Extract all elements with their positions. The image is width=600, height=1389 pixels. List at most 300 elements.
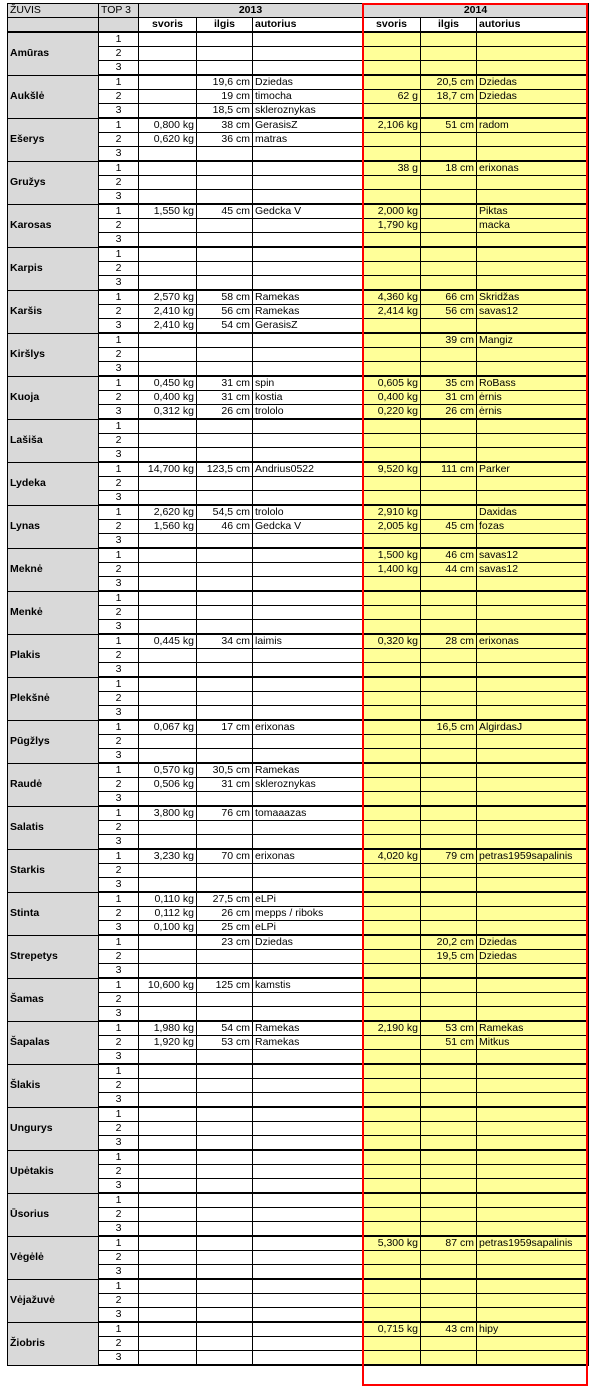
length-2014-cell: 28 cm (421, 634, 477, 649)
weight-2014-cell (363, 1122, 421, 1136)
weight-2013-cell (139, 176, 197, 190)
fish-name-cell: Ešerys (8, 118, 99, 161)
fish-name-cell: Lynas (8, 505, 99, 548)
length-2013-cell (197, 692, 253, 706)
length-2014-cell (421, 147, 477, 162)
length-2013-cell (197, 176, 253, 190)
rank-cell: 1 (99, 591, 139, 606)
author-2013-cell (253, 1079, 363, 1093)
rank-cell: 3 (99, 1179, 139, 1194)
weight-2013-cell (139, 663, 197, 678)
author-2013-cell: eLPi (253, 921, 363, 936)
table-row (8, 892, 589, 907)
weight-2014-cell (363, 1193, 421, 1208)
length-2013-cell (197, 32, 253, 47)
table-row (8, 763, 589, 778)
table-row (8, 75, 589, 90)
length-2014-cell (421, 1079, 477, 1093)
author-2013-cell (253, 563, 363, 577)
length-2013-cell: 27,5 cm (197, 892, 253, 907)
length-2013-cell (197, 1322, 253, 1337)
weight-2014-cell (363, 247, 421, 262)
rank-cell: 2 (99, 477, 139, 491)
author-2013-cell (253, 663, 363, 678)
weight-2013-cell (139, 161, 197, 176)
author-2013-cell (253, 1294, 363, 1308)
length-2014-cell (421, 190, 477, 205)
author-2014-cell (477, 692, 589, 706)
weight-2014-cell (363, 835, 421, 850)
author-2013-cell: Dziedas (253, 935, 363, 950)
author-2013-cell: spin (253, 376, 363, 391)
author-2013-cell: Ramekas (253, 305, 363, 319)
length-2013-cell (197, 1294, 253, 1308)
length-2014-cell: 87 cm (421, 1236, 477, 1251)
rank-cell: 1 (99, 161, 139, 176)
author-2014-cell: Parker (477, 462, 589, 477)
weight-2013-cell (139, 147, 197, 162)
length-2014-cell (421, 663, 477, 678)
length-2013-cell (197, 1150, 253, 1165)
table-row (8, 548, 589, 563)
rank-cell: 3 (99, 190, 139, 205)
length-2014-cell (421, 1222, 477, 1237)
rank-cell: 3 (99, 1136, 139, 1151)
length-2014-cell (421, 1050, 477, 1065)
author-2014-cell (477, 419, 589, 434)
length-2013-cell (197, 606, 253, 620)
length-2013-cell (197, 864, 253, 878)
weight-2013-cell (139, 649, 197, 663)
author-2014-cell (477, 1208, 589, 1222)
fish-name-cell: Aukšlė (8, 75, 99, 118)
author-2013-cell (253, 276, 363, 291)
length-2014-cell (421, 978, 477, 993)
author-2013-cell: erixonas (253, 720, 363, 735)
weight-2014-cell (363, 677, 421, 692)
weight-2014-cell: 4,020 kg (363, 849, 421, 864)
author-2013-cell (253, 1107, 363, 1122)
rank-cell: 2 (99, 434, 139, 448)
length-2013-cell (197, 1279, 253, 1294)
length-2014-cell (421, 591, 477, 606)
length-2013-cell (197, 233, 253, 248)
author-2014-cell: AlgirdasJ (477, 720, 589, 735)
weight-2014-cell (363, 1107, 421, 1122)
rank-cell: 1 (99, 763, 139, 778)
length-2013-cell: 17 cm (197, 720, 253, 735)
author-2013-cell (253, 1093, 363, 1108)
weight-2013-cell: 10,600 kg (139, 978, 197, 993)
fish-name-cell: Strepetys (8, 935, 99, 978)
weight-2013-cell (139, 749, 197, 764)
author-2013-cell (253, 176, 363, 190)
fish-name-cell: Amūras (8, 32, 99, 75)
weight-2013-cell (139, 333, 197, 348)
author-2014-cell: Mangiz (477, 333, 589, 348)
length-2014-cell (421, 176, 477, 190)
author-2013-cell (253, 1165, 363, 1179)
length-2014-cell (421, 1337, 477, 1351)
length-2014-cell (421, 892, 477, 907)
author-2013-cell (253, 61, 363, 76)
author-2014-cell (477, 749, 589, 764)
author-2013-cell: Dziedas (253, 75, 363, 90)
rank-cell: 3 (99, 1308, 139, 1323)
author-2013-cell (253, 161, 363, 176)
weight-2014-cell (363, 276, 421, 291)
length-2014-cell (421, 821, 477, 835)
author-2013-cell: Ramekas (253, 1036, 363, 1050)
length-2014-cell: 31 cm (421, 391, 477, 405)
weight-2013-cell: 0,620 kg (139, 133, 197, 147)
length-2013-cell (197, 749, 253, 764)
weight-2014-cell (363, 993, 421, 1007)
length-2014-cell (421, 204, 477, 219)
weight-2013-cell (139, 864, 197, 878)
table-row (8, 591, 589, 606)
weight-2013-cell: 0,570 kg (139, 763, 197, 778)
rank-cell: 2 (99, 649, 139, 663)
length-2013-cell: 76 cm (197, 806, 253, 821)
author-2014-cell: Skridžas (477, 290, 589, 305)
author-2014-cell (477, 1079, 589, 1093)
weight-2014-cell (363, 1265, 421, 1280)
table-row (8, 118, 589, 133)
length-2013-cell (197, 1265, 253, 1280)
table-row (8, 634, 589, 649)
author-2014-cell: petras1959sapalinis (477, 849, 589, 864)
weight-2014-cell: 9,520 kg (363, 462, 421, 477)
author-2013-cell (253, 534, 363, 549)
author-2013-cell: trololo (253, 505, 363, 520)
length-2014-cell (421, 878, 477, 893)
author-2013-cell (253, 348, 363, 362)
weight-2013-cell (139, 835, 197, 850)
length-2013-cell (197, 1007, 253, 1022)
fish-name-cell: Raudė (8, 763, 99, 806)
length-2013-cell (197, 993, 253, 1007)
weight-2014-cell (363, 892, 421, 907)
rank-cell: 3 (99, 878, 139, 893)
author-2013-cell (253, 706, 363, 721)
length-2013-cell (197, 649, 253, 663)
length-2014-cell: 18 cm (421, 161, 477, 176)
author-2013-cell (253, 864, 363, 878)
table-row (8, 720, 589, 735)
rank-cell: 3 (99, 61, 139, 76)
author-2014-cell: savas12 (477, 305, 589, 319)
rank-cell: 1 (99, 1021, 139, 1036)
rank-cell: 2 (99, 563, 139, 577)
weight-2014-cell (363, 1036, 421, 1050)
author-2013-cell (253, 591, 363, 606)
length-2013-cell (197, 419, 253, 434)
weight-2014-cell (363, 348, 421, 362)
weight-2014-cell (363, 720, 421, 735)
weight-2013-cell (139, 964, 197, 979)
author-2014-cell (477, 620, 589, 635)
weight-2014-cell (363, 419, 421, 434)
table-row (8, 1279, 589, 1294)
rank-cell: 1 (99, 978, 139, 993)
weight-2013-cell (139, 1064, 197, 1079)
author-2014-cell (477, 190, 589, 205)
author-2014-cell (477, 993, 589, 1007)
weight-2013-cell (139, 362, 197, 377)
author-2014-cell (477, 1050, 589, 1065)
length-2014-cell (421, 434, 477, 448)
weight-2014-cell (363, 935, 421, 950)
author-2013-cell (253, 1322, 363, 1337)
author-2013-cell (253, 32, 363, 47)
author-2013-cell: Ramekas (253, 1021, 363, 1036)
fish-column-header: ŽUVIS (8, 4, 99, 18)
author-2013-cell (253, 1050, 363, 1065)
weight-2014-cell: 2,005 kg (363, 520, 421, 534)
fish-name-cell: Plakis (8, 634, 99, 677)
weight-2014-cell (363, 663, 421, 678)
author-2013-cell: Andrius0522 (253, 462, 363, 477)
rank-cell: 1 (99, 1236, 139, 1251)
weight-2014-cell (363, 176, 421, 190)
weight-2013-cell (139, 1322, 197, 1337)
rank-cell: 3 (99, 448, 139, 463)
author-2014-cell: Ramekas (477, 1021, 589, 1036)
weight-2014-cell (363, 534, 421, 549)
weight-2014-cell: 38 g (363, 161, 421, 176)
length-2014-cell (421, 1122, 477, 1136)
table-row (8, 1021, 589, 1036)
length-2014-cell (421, 1150, 477, 1165)
length-2014-cell (421, 835, 477, 850)
author-2013-cell: skleroznykas (253, 104, 363, 119)
length-2014-cell (421, 348, 477, 362)
author-2014-cell (477, 1265, 589, 1280)
rank-cell: 3 (99, 362, 139, 377)
weight-2014-cell (363, 477, 421, 491)
rank-cell: 1 (99, 806, 139, 821)
author-2014-cell: Dziedas (477, 950, 589, 964)
rank-cell: 3 (99, 405, 139, 420)
author-2013-cell (253, 606, 363, 620)
author-2013-cell (253, 677, 363, 692)
author-2013-cell (253, 835, 363, 850)
weight-2013-cell: 2,620 kg (139, 505, 197, 520)
weight-2014-cell (363, 907, 421, 921)
rank-cell: 2 (99, 1337, 139, 1351)
table-row (8, 935, 589, 950)
length-2013-cell (197, 190, 253, 205)
rank-cell: 1 (99, 1322, 139, 1337)
length-2013-cell: 70 cm (197, 849, 253, 864)
weight-2013-cell (139, 61, 197, 76)
weight-2014-cell: 4,360 kg (363, 290, 421, 305)
author-2013-cell (253, 1122, 363, 1136)
weight-2013-cell: 0,450 kg (139, 376, 197, 391)
weight-2013-cell (139, 47, 197, 61)
weight-2013-cell (139, 1179, 197, 1194)
fish-name-cell: Šlakis (8, 1064, 99, 1107)
rank-cell: 3 (99, 835, 139, 850)
rank-cell: 2 (99, 133, 139, 147)
length-2014-cell: 56 cm (421, 305, 477, 319)
author-2013-cell (253, 477, 363, 491)
rank-cell: 2 (99, 864, 139, 878)
weight-2013-cell (139, 32, 197, 47)
rank-cell: 1 (99, 1193, 139, 1208)
weight-2014-cell (363, 32, 421, 47)
author-2014-cell: radom (477, 118, 589, 133)
author-2013-cell (253, 333, 363, 348)
weight-2014-cell (363, 1308, 421, 1323)
author-2013-cell: erixonas (253, 849, 363, 864)
length-2013-cell (197, 534, 253, 549)
length-2013-cell (197, 663, 253, 678)
length-2014-cell (421, 505, 477, 520)
rank-cell: 2 (99, 348, 139, 362)
weight-2013-cell (139, 1351, 197, 1366)
rank-cell: 2 (99, 778, 139, 792)
length-2013-cell (197, 563, 253, 577)
weight-2014-cell (363, 1208, 421, 1222)
fish-name-cell: Stinta (8, 892, 99, 935)
author-2013-cell (253, 1279, 363, 1294)
fish-name-cell: Šamas (8, 978, 99, 1021)
author-2014-cell: Daxidas (477, 505, 589, 520)
length-2013-cell (197, 792, 253, 807)
length-2014-cell (421, 692, 477, 706)
table-row (8, 1236, 589, 1251)
author-2014-cell: Dziedas (477, 935, 589, 950)
weight-2013-cell (139, 434, 197, 448)
length-2014-cell (421, 577, 477, 592)
length-2013-cell (197, 1064, 253, 1079)
author-2014-cell: savas12 (477, 563, 589, 577)
weight-2014-cell: 0,220 kg (363, 405, 421, 420)
length-2013-cell (197, 1050, 253, 1065)
fish-name-cell: Salatis (8, 806, 99, 849)
weight-2014-cell: 2,910 kg (363, 505, 421, 520)
fish-name-cell: Starkis (8, 849, 99, 892)
author-2014-cell (477, 1165, 589, 1179)
length-2013-cell (197, 348, 253, 362)
weight-2013-cell (139, 348, 197, 362)
fish-name-cell: Meknė (8, 548, 99, 591)
length-2013-header: ilgis (197, 18, 253, 33)
author-2014-cell (477, 878, 589, 893)
author-2014-header: autorius (477, 18, 589, 33)
author-2013-cell: Gedcka V (253, 520, 363, 534)
rank-cell: 1 (99, 677, 139, 692)
length-2014-cell: 26 cm (421, 405, 477, 420)
length-2013-cell (197, 147, 253, 162)
header-row-columns (8, 18, 589, 33)
weight-2014-cell (363, 649, 421, 663)
rank-cell: 2 (99, 262, 139, 276)
fish-name-cell: Vėjažuvė (8, 1279, 99, 1322)
author-2013-cell: kostia (253, 391, 363, 405)
author-2014-cell (477, 362, 589, 377)
length-2014-cell (421, 1308, 477, 1323)
weight-2014-cell (363, 763, 421, 778)
author-2014-cell (477, 32, 589, 47)
author-2014-cell (477, 706, 589, 721)
length-2014-cell (421, 1136, 477, 1151)
weight-2014-cell (363, 1007, 421, 1022)
author-2014-cell (477, 1251, 589, 1265)
weight-2014-cell (363, 1279, 421, 1294)
weight-2014-cell (363, 749, 421, 764)
weight-2014-header: svoris (363, 18, 421, 33)
length-2013-cell (197, 61, 253, 76)
weight-2013-cell: 2,410 kg (139, 305, 197, 319)
length-2013-cell (197, 333, 253, 348)
author-2014-cell (477, 348, 589, 362)
weight-2014-cell (363, 61, 421, 76)
length-2013-cell: 125 cm (197, 978, 253, 993)
weight-2014-cell: 0,605 kg (363, 376, 421, 391)
rank-cell: 1 (99, 376, 139, 391)
author-2013-header: autorius (253, 18, 363, 33)
rank-cell: 1 (99, 1107, 139, 1122)
weight-2014-cell (363, 491, 421, 506)
author-2013-cell: trololo (253, 405, 363, 420)
weight-2013-cell: 0,110 kg (139, 892, 197, 907)
weight-2013-cell (139, 935, 197, 950)
length-2014-cell: 111 cm (421, 462, 477, 477)
fish-name-cell: Kiršlys (8, 333, 99, 376)
rank-cell: 2 (99, 90, 139, 104)
weight-2013-cell (139, 219, 197, 233)
length-2013-cell (197, 219, 253, 233)
rank-cell: 2 (99, 1036, 139, 1050)
author-2014-cell (477, 1093, 589, 1108)
length-2014-cell (421, 233, 477, 248)
weight-2013-cell (139, 878, 197, 893)
weight-2013-cell (139, 1222, 197, 1237)
fish-name-cell: Šapalas (8, 1021, 99, 1064)
weight-2014-cell (363, 1093, 421, 1108)
table-row (8, 1107, 589, 1122)
length-2014-cell (421, 219, 477, 233)
length-2013-cell: 36 cm (197, 133, 253, 147)
table-row (8, 161, 589, 176)
rank-cell: 3 (99, 749, 139, 764)
weight-2013-cell (139, 993, 197, 1007)
weight-2013-cell (139, 247, 197, 262)
length-2013-cell (197, 362, 253, 377)
weight-2014-cell (363, 1251, 421, 1265)
length-2014-cell (421, 448, 477, 463)
author-2014-cell (477, 491, 589, 506)
table-row (8, 462, 589, 477)
length-2014-cell (421, 1279, 477, 1294)
author-2014-cell (477, 1136, 589, 1151)
author-2013-cell (253, 434, 363, 448)
table-row (8, 290, 589, 305)
author-2014-cell (477, 1064, 589, 1079)
length-2014-cell (421, 778, 477, 792)
weight-2013-cell (139, 1050, 197, 1065)
author-2014-cell (477, 1122, 589, 1136)
weight-2013-cell: 1,980 kg (139, 1021, 197, 1036)
length-2014-cell: 44 cm (421, 563, 477, 577)
length-2013-cell (197, 1136, 253, 1151)
table-row (8, 806, 589, 821)
weight-2013-cell (139, 491, 197, 506)
author-2013-cell: Ramekas (253, 290, 363, 305)
